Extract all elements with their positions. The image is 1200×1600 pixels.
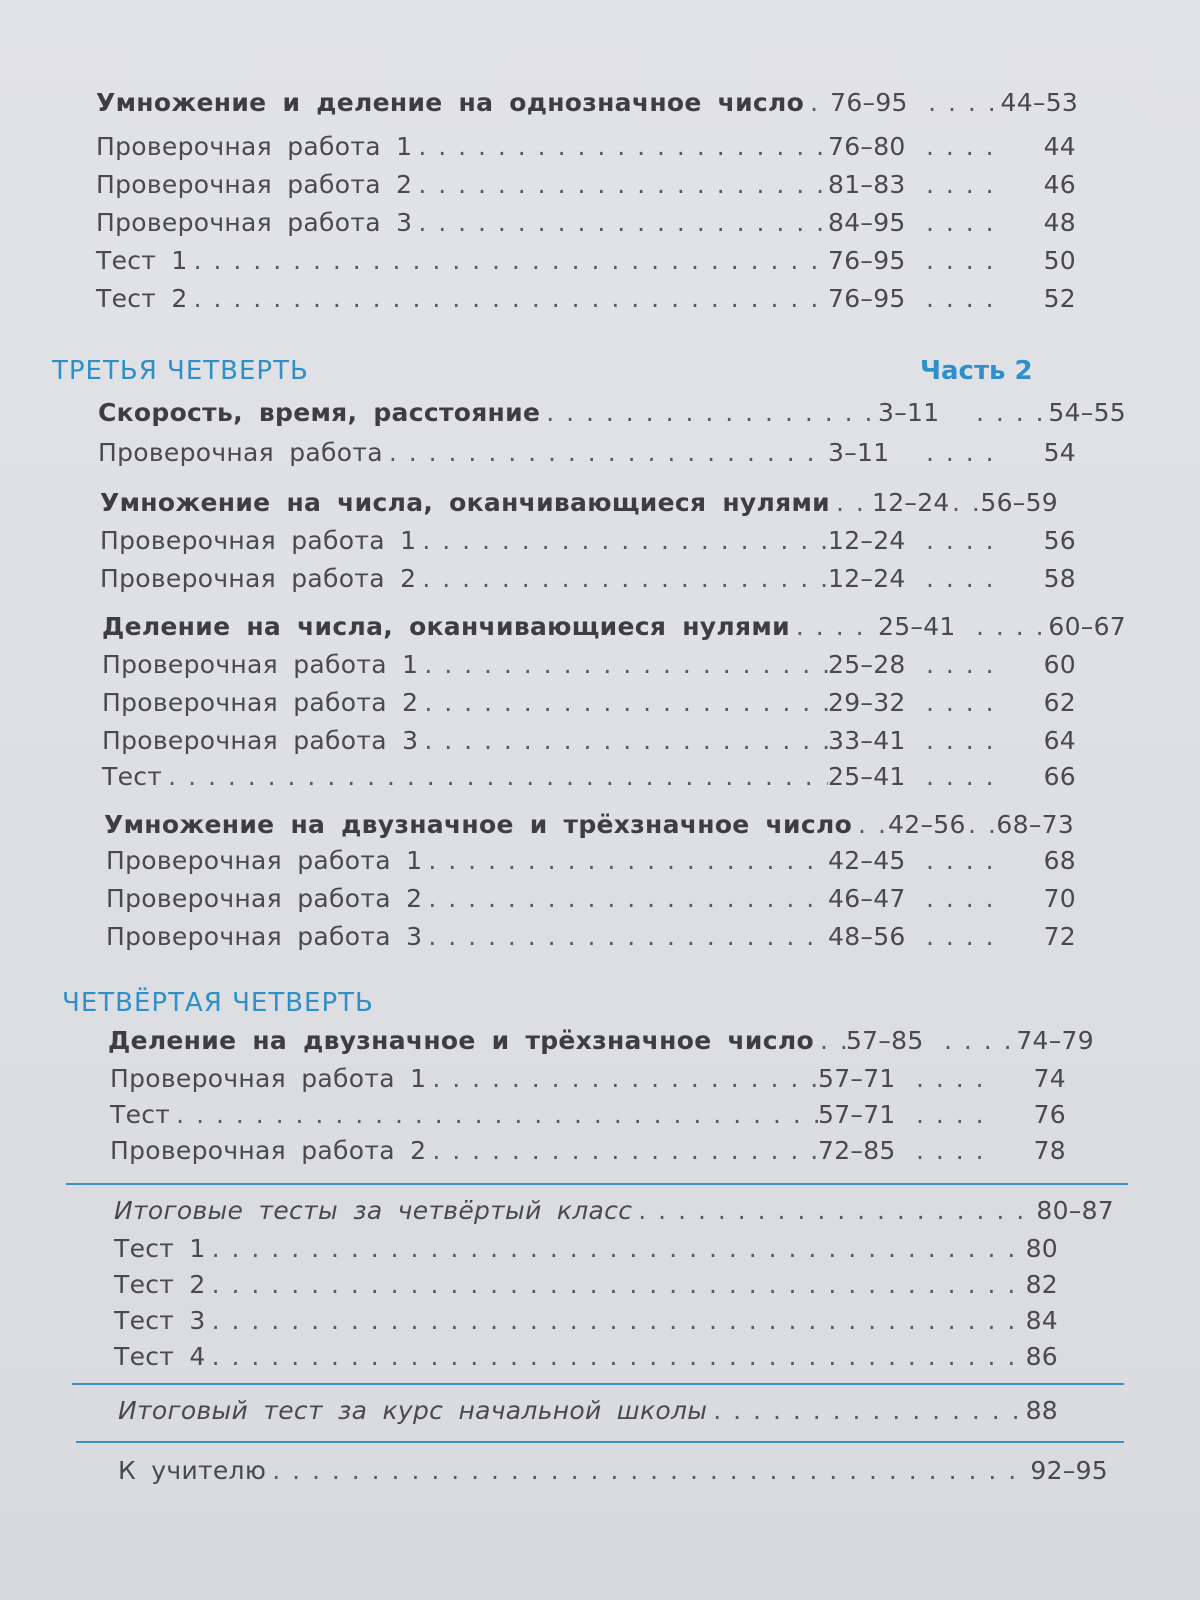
toc-entry[interactable]: Тест 3 . . . 84 bbox=[114, 1306, 1058, 1344]
divider bbox=[76, 1441, 1124, 1443]
part-label: Часть 2 bbox=[920, 356, 1033, 386]
toc-entry[interactable]: Проверочная работа 1 . . . 42–45 . . . 68 bbox=[106, 846, 1076, 884]
toc-entry[interactable]: Проверочная работа 1 . . . 57–71 . . . 74 bbox=[110, 1064, 1066, 1102]
toc-entry[interactable]: Проверочная работа 3 . . . 84–95 . . . 48 bbox=[96, 208, 1076, 246]
toc-heading-course-test[interactable]: Итоговый тест за курс начальной школы . . . 88 bbox=[118, 1396, 1058, 1434]
toc-entry[interactable]: Проверочная работа 2 . . . 72–85 . . . 78 bbox=[110, 1136, 1066, 1174]
toc-heading[interactable]: Умножение на двузначное и трёхзначное число . . . 42–56 . . . 68–73 bbox=[104, 810, 1126, 848]
toc-page-range: 44–53 bbox=[1000, 88, 1079, 117]
toc-entry[interactable]: Проверочная работа 2 . . . 29–32 . . . 62 bbox=[102, 688, 1076, 726]
toc-entry[interactable]: Проверочная работа . . . 3–11 . . . 54 bbox=[98, 438, 1076, 476]
toc-entry[interactable]: Тест 2 . . . 76–95 . . . 52 bbox=[96, 284, 1076, 322]
toc-entry[interactable]: Проверочная работа 2 . . . 12–24 . . . 58 bbox=[100, 564, 1076, 602]
toc-entry[interactable]: Тест 4 . . . 86 bbox=[114, 1342, 1058, 1380]
toc-heading[interactable] bbox=[96, 88, 1126, 126]
toc-entry[interactable]: Тест . . . 57–71 . . . 76 bbox=[110, 1100, 1066, 1138]
toc-entry[interactable]: Тест 1 . . . 76–95 . . . 50 bbox=[96, 246, 1076, 284]
toc-heading[interactable]: Умножение на числа, оканчивающиеся нулями . . . 12–24 . . . 56–59 bbox=[100, 488, 1126, 526]
toc-entry[interactable]: Проверочная работа 1 . . . 12–24 . . . 56 bbox=[100, 526, 1076, 564]
toc-entry[interactable]: Проверочная работа 2 . . . 81–83 . . . 46 bbox=[96, 170, 1076, 208]
divider bbox=[66, 1183, 1128, 1185]
toc-entry-teacher[interactable]: К учителю . . . 92–95 bbox=[118, 1456, 1108, 1494]
toc-heading[interactable]: Деление на двузначное и трёхзначное число . . . 57–85 . . . 74–79 bbox=[108, 1026, 1116, 1064]
toc-entry[interactable]: Проверочная работа 3 . . . 48–56 . . . 72 bbox=[106, 922, 1076, 960]
toc-heading-title: Умножение и деление на однозначное число bbox=[96, 88, 805, 117]
section-title-third-quarter: ТРЕТЬЯ ЧЕТВЕРТЬ bbox=[52, 356, 309, 386]
toc-entry[interactable]: Проверочная работа 3 . . . 33–41 . . . 64 bbox=[102, 726, 1076, 764]
toc-entry[interactable]: Проверочная работа 2 . . . 46–47 . . . 70 bbox=[106, 884, 1076, 922]
toc-heading-final-tests[interactable]: Итоговые тесты за четвёртый класс . . . 80–87 bbox=[114, 1196, 1114, 1234]
toc-heading[interactable]: Скорость, время, расстояние . . . 3–11 . . . 54–55 bbox=[98, 398, 1126, 436]
toc-heading[interactable]: Деление на числа, оканчивающиеся нулями . . . 25–41 . . . 60–67 bbox=[102, 612, 1126, 650]
toc-entry[interactable]: Тест 2 . . . 82 bbox=[114, 1270, 1058, 1308]
toc-task-range: 76–95 bbox=[830, 88, 908, 117]
divider bbox=[72, 1383, 1124, 1385]
toc-entry[interactable]: Проверочная работа 1 . . . 76–80 . . . 44 bbox=[96, 132, 1076, 170]
toc-entry[interactable]: Тест . . . 25–41 . . . 66 bbox=[102, 762, 1076, 800]
section-title-fourth-quarter: ЧЕТВЁРТАЯ ЧЕТВЕРТЬ bbox=[62, 988, 374, 1018]
toc-entry[interactable]: Тест 1 . . . 80 bbox=[114, 1234, 1058, 1272]
toc-entry[interactable]: Проверочная работа 1 . . . 25–28 . . . 60 bbox=[102, 650, 1076, 688]
